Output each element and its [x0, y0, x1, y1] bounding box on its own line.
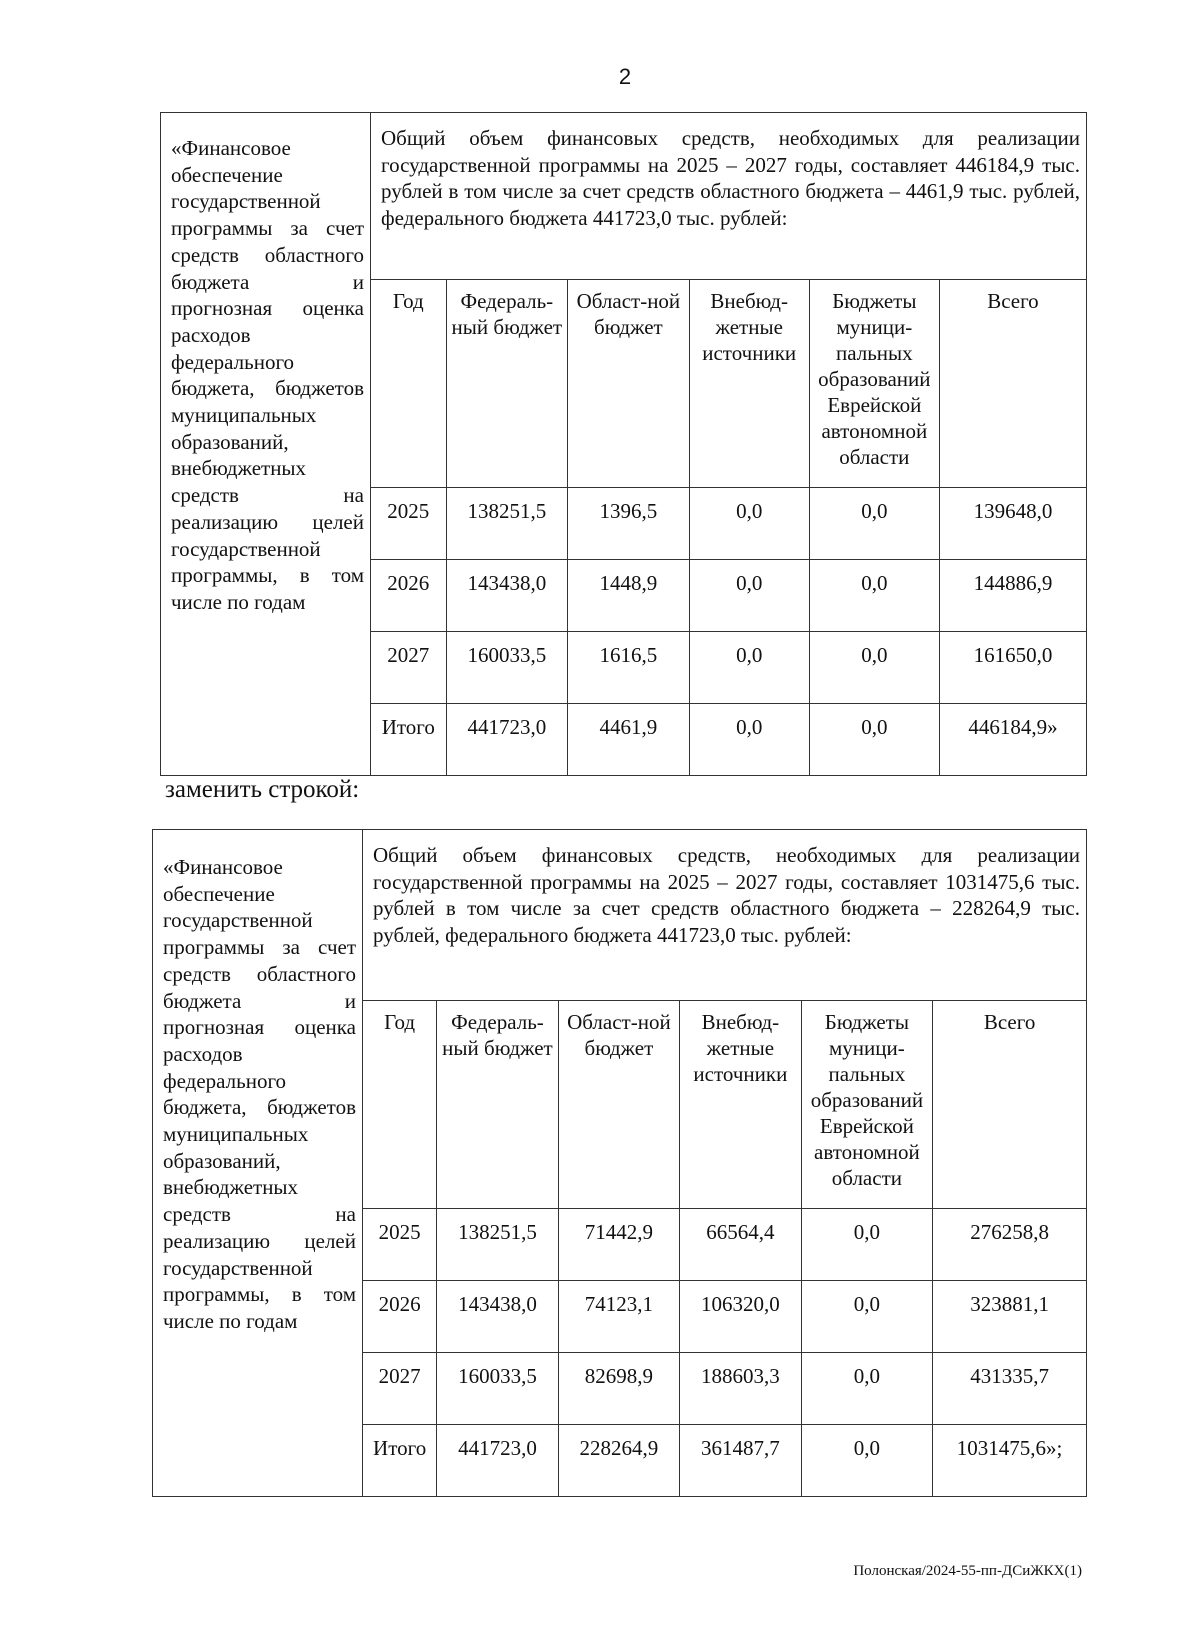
cell-regional: 1616,5	[568, 631, 690, 703]
cell-federal: 441723,0	[446, 703, 568, 775]
header-federal: Федераль-ный бюджет	[446, 279, 568, 487]
cell-year: Итого	[371, 703, 446, 775]
row-content	[371, 113, 1086, 775]
cell-year: 2026	[363, 1280, 437, 1352]
document-footer-code: Полонская/2024-55-пп-ДСиЖКХ(1)	[853, 1563, 1082, 1579]
header-regional: Област-ной бюджет	[558, 1000, 679, 1208]
cell-municipal: 0,0	[801, 1352, 933, 1424]
header-total: Всего	[939, 279, 1086, 487]
table-row	[363, 1280, 1086, 1352]
cell-extrabudget: 0,0	[689, 559, 809, 631]
cell-regional: 4461,9	[568, 703, 690, 775]
table-total-row	[371, 703, 1086, 775]
cell-year: 2025	[371, 487, 446, 559]
cell-total: 139648,0	[939, 487, 1086, 559]
cell-federal: 160033,5	[446, 631, 568, 703]
cell-total: 446184,9»	[939, 703, 1086, 775]
row-content	[363, 830, 1086, 1496]
cell-total: 431335,7	[933, 1352, 1086, 1424]
replace-instruction: заменить строкой:	[165, 776, 360, 803]
page-number: 2	[618, 64, 632, 89]
row-label: «Финансовое обеспечение государственной программы за счет средств областного бюджета и прогнозная оценка расходов федерального бюджета, бюджетов муниципальных образований, внебюджетных средств на реализацию целей государственной программы, в том числе по годам	[161, 113, 371, 775]
funding-summary: Общий объем финансовых средств, необходимых для реализации государственной программы на 2025 – 2027 годы, составляет 1031475,6 тыс. рублей в том числе за счет средств областного бюджета – 228264,9 тыс. рублей, федерального бюджета 441723,0 тыс. рублей:	[373, 843, 1080, 947]
cell-extrabudget: 66564,4	[680, 1208, 801, 1280]
header-municipal: Бюджеты муници-пальных образований Еврейской автономной области	[809, 279, 939, 487]
table-header-row	[363, 1000, 1086, 1208]
header-regional: Област-ной бюджет	[568, 279, 690, 487]
table-header-row	[371, 279, 1086, 487]
funding-table	[371, 279, 1086, 776]
cell-federal: 143438,0	[437, 1280, 558, 1352]
cell-extrabudget: 0,0	[689, 487, 809, 559]
table-total-row	[363, 1424, 1086, 1496]
cell-municipal: 0,0	[809, 703, 939, 775]
cell-federal: 441723,0	[437, 1424, 558, 1496]
cell-regional: 74123,1	[558, 1280, 679, 1352]
funding-summary: Общий объем финансовых средств, необходимых для реализации государственной программы на 2025 – 2027 годы, составляет 446184,9 тыс. рублей в том числе за счет средств областного бюджета – 4461,9 тыс. рублей, федерального бюджета 441723,0 тыс. рублей:	[381, 126, 1080, 230]
funding-table	[363, 1000, 1086, 1497]
original-row-block	[160, 112, 1087, 776]
cell-extrabudget: 106320,0	[680, 1280, 801, 1352]
cell-regional: 228264,9	[558, 1424, 679, 1496]
cell-federal: 138251,5	[446, 487, 568, 559]
cell-federal: 160033,5	[437, 1352, 558, 1424]
header-year: Год	[371, 279, 446, 487]
cell-regional: 82698,9	[558, 1352, 679, 1424]
cell-extrabudget: 361487,7	[680, 1424, 801, 1496]
cell-regional: 1448,9	[568, 559, 690, 631]
cell-year: 2027	[363, 1352, 437, 1424]
cell-total: 323881,1	[933, 1280, 1086, 1352]
cell-municipal: 0,0	[809, 559, 939, 631]
header-year: Год	[363, 1000, 437, 1208]
cell-regional: 71442,9	[558, 1208, 679, 1280]
cell-extrabudget: 188603,3	[680, 1352, 801, 1424]
cell-year: 2027	[371, 631, 446, 703]
cell-federal: 138251,5	[437, 1208, 558, 1280]
cell-regional: 1396,5	[568, 487, 690, 559]
table-row	[363, 1352, 1086, 1424]
replacement-row-block	[152, 829, 1087, 1497]
header-total: Всего	[933, 1000, 1086, 1208]
header-extrabudget: Внебюд-жетные источники	[689, 279, 809, 487]
table-row	[371, 487, 1086, 559]
header-municipal: Бюджеты муници-пальных образований Еврейской автономной области	[801, 1000, 933, 1208]
cell-total: 161650,0	[939, 631, 1086, 703]
cell-extrabudget: 0,0	[689, 631, 809, 703]
cell-federal: 143438,0	[446, 559, 568, 631]
row-label: «Финансовое обеспечение государственной программы за счет средств областного бюджета и прогнозная оценка расходов федерального бюджета, бюджетов муниципальных образований, внебюджетных средств на реализацию целей государственной программы, в том числе по годам	[153, 830, 363, 1496]
cell-municipal: 0,0	[801, 1424, 933, 1496]
cell-year: 2026	[371, 559, 446, 631]
cell-total: 1031475,6»;	[933, 1424, 1086, 1496]
cell-municipal: 0,0	[809, 487, 939, 559]
table-row	[371, 631, 1086, 703]
table-row	[363, 1208, 1086, 1280]
cell-municipal: 0,0	[801, 1280, 933, 1352]
cell-municipal: 0,0	[801, 1208, 933, 1280]
header-extrabudget: Внебюд-жетные источники	[680, 1000, 801, 1208]
cell-year: 2025	[363, 1208, 437, 1280]
cell-total: 276258,8	[933, 1208, 1086, 1280]
cell-municipal: 0,0	[809, 631, 939, 703]
cell-total: 144886,9	[939, 559, 1086, 631]
header-federal: Федераль-ный бюджет	[437, 1000, 558, 1208]
cell-year: Итого	[363, 1424, 437, 1496]
cell-extrabudget: 0,0	[689, 703, 809, 775]
table-row	[371, 559, 1086, 631]
